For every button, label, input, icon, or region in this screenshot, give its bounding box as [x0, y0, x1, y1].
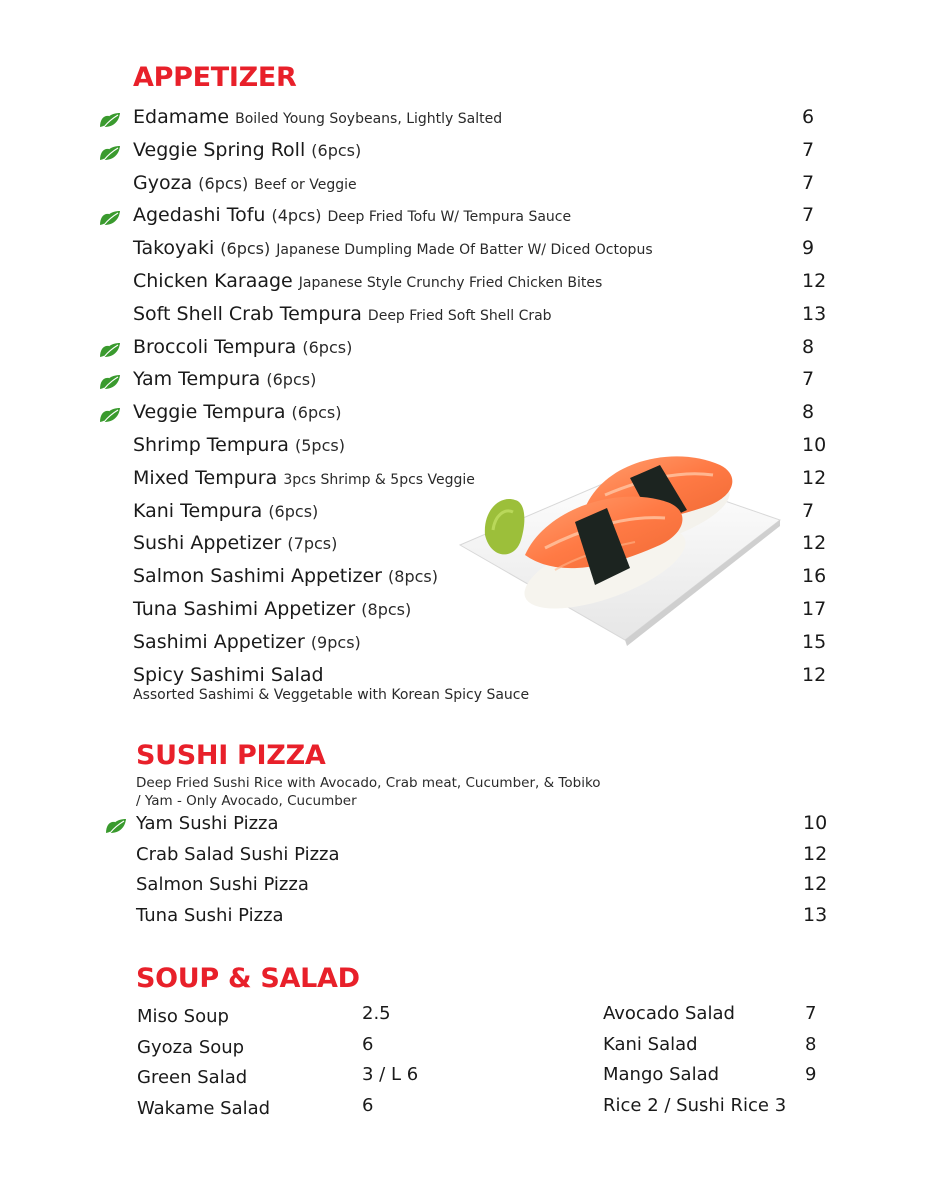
menu-item	[0, 1094, 927, 1122]
item-name: Salmon Sashimi Appetizer	[133, 565, 382, 588]
item-name: Veggie Spring Roll	[133, 138, 306, 161]
item-price: 8	[802, 401, 815, 424]
item-name: Kani Tempura	[133, 499, 263, 522]
item-name-line	[133, 565, 438, 587]
menu-item	[0, 399, 927, 427]
menu-item	[0, 104, 927, 132]
item-name: Takoyaki	[133, 237, 215, 260]
item-name: Tuna Sushi Pizza	[136, 904, 284, 926]
item-name-line	[133, 139, 361, 161]
item-name-line	[133, 664, 324, 686]
item-description: Deep Fried Soft Shell Crab	[367, 307, 552, 324]
leaf-icon	[98, 341, 122, 359]
item-description: Deep Fried Tofu W/ Tempura Sauce	[327, 209, 572, 226]
item-name-line	[133, 270, 602, 292]
item-name: Tuna Sashimi Appetizer	[133, 598, 356, 620]
item-price: 16	[802, 565, 827, 588]
leaf-icon	[98, 144, 122, 162]
item-name: Crab Salad Sushi Pizza	[136, 843, 340, 865]
item-quantity: (6pcs)	[268, 501, 319, 521]
item-price: 7	[802, 138, 815, 161]
item-price: 3 / L 6	[362, 1064, 419, 1085]
soup-salad-title: SOUP & SALAD	[136, 963, 360, 994]
item-name-line	[133, 434, 345, 456]
item-name: Veggie Tempura	[133, 401, 286, 424]
item-name: Kani Salad	[603, 1033, 698, 1055]
item-name-line	[133, 467, 475, 489]
item-name: Agedashi Tofu	[133, 204, 266, 227]
sushi-plate-illustration	[455, 440, 785, 650]
sushi-pizza-title: SUSHI PIZZA	[136, 740, 326, 771]
item-name: Wakame Salad	[137, 1097, 271, 1119]
appetizer-title: APPETIZER	[133, 62, 297, 93]
item-name-line	[133, 532, 337, 554]
item-name-line	[133, 368, 316, 390]
leaf-icon	[98, 373, 122, 391]
item-name: Rice 2 / Sushi Rice 3	[603, 1094, 787, 1116]
item-price: 13	[803, 903, 828, 926]
item-name-line	[133, 204, 571, 226]
menu-item	[0, 301, 927, 329]
item-name: Mango Salad	[603, 1064, 720, 1085]
item-name-line	[133, 500, 318, 522]
menu-item	[0, 812, 927, 840]
item-description: Boiled Young Soybeans, Lightly Salted	[235, 111, 503, 127]
item-name: Broccoli Tempura	[133, 335, 297, 358]
item-name: Mixed Tempura	[133, 466, 278, 489]
item-price: 2.5	[362, 1003, 391, 1024]
item-description: Beef or Veggie	[254, 176, 357, 193]
item-name: Gyoza Soup	[137, 1036, 245, 1058]
sushi-pizza-description: Deep Fried Sushi Rice with Avocado, Crab meat, Cucumber, & Tobiko	[136, 775, 601, 791]
item-quantity: (6pcs)	[291, 403, 342, 423]
item-quantity: (6pcs)	[266, 370, 317, 390]
item-price: 7	[802, 499, 815, 522]
item-name-line	[133, 106, 502, 128]
item-name: Avocado Salad	[603, 1003, 735, 1024]
item-price: 12	[803, 873, 828, 895]
item-quantity: (7pcs)	[287, 534, 338, 554]
item-name: Gyoza	[133, 171, 193, 194]
item-name-line	[133, 172, 357, 194]
item-quantity: (6pcs)	[198, 173, 249, 193]
menu-item	[0, 1002, 927, 1030]
item-price: 9	[802, 237, 815, 260]
item-price: 12	[802, 270, 827, 292]
item-quantity: (6pcs)	[220, 239, 271, 259]
item-price: 7	[802, 204, 815, 227]
item-price: 15	[802, 630, 827, 653]
item-name-line	[133, 303, 552, 325]
item-name: Edamame	[133, 106, 230, 128]
leaf-icon	[98, 111, 122, 129]
item-name: Shrimp Tempura	[133, 434, 289, 456]
menu-item	[0, 202, 927, 230]
menu-item	[0, 137, 927, 165]
item-price: 17	[802, 598, 827, 620]
item-name-line	[133, 631, 361, 653]
menu-item	[0, 334, 927, 362]
item-quantity: (5pcs)	[294, 436, 345, 455]
item-name-line	[133, 336, 352, 358]
leaf-icon	[104, 817, 128, 835]
item-name: Soft Shell Crab Tempura	[133, 302, 362, 325]
item-name: Spicy Sashimi Salad	[133, 663, 324, 686]
item-price: 12	[802, 466, 827, 489]
item-price: 6	[802, 106, 815, 128]
item-description: Assorted Sashimi & Veggetable with Korean Spicy Sauce	[133, 686, 530, 703]
item-price: 13	[802, 302, 827, 325]
item-name: Sushi Appetizer	[133, 532, 282, 555]
item-name: Yam Tempura	[133, 368, 261, 391]
item-quantity: (6pcs)	[302, 337, 353, 357]
item-price: 7	[802, 171, 815, 194]
menu-item	[0, 235, 927, 263]
menu-item	[0, 1063, 927, 1091]
item-quantity: (8pcs)	[388, 567, 438, 587]
item-quantity: (4pcs)	[271, 206, 322, 226]
item-price: 12	[802, 663, 827, 686]
item-name: Green Salad	[137, 1067, 248, 1088]
item-price: 8	[805, 1033, 817, 1055]
menu-item	[0, 904, 927, 932]
item-name: Chicken Karaage	[133, 270, 293, 292]
item-name-line	[133, 401, 341, 423]
menu-item	[0, 1033, 927, 1061]
menu-item	[0, 843, 927, 871]
leaf-icon	[98, 209, 122, 227]
item-price: 12	[802, 532, 827, 555]
item-price: 6	[362, 1094, 374, 1116]
sushi-pizza-description-note: / Yam - Only Avocado, Cucumber	[136, 793, 357, 809]
menu-item	[0, 873, 927, 901]
item-quantity: (8pcs)	[361, 600, 412, 619]
item-price: 7	[802, 368, 815, 391]
item-price: 10	[803, 812, 828, 834]
item-price: 10	[802, 434, 827, 456]
item-name-line	[133, 237, 653, 259]
menu-item	[0, 170, 927, 198]
item-quantity: (9pcs)	[310, 632, 361, 652]
menu-item	[0, 662, 927, 703]
item-name: Miso Soup	[137, 1006, 229, 1027]
item-name: Sashimi Appetizer	[133, 630, 305, 653]
item-price: 9	[805, 1064, 817, 1085]
item-price: 7	[805, 1003, 817, 1024]
item-name: Yam Sushi Pizza	[136, 813, 279, 834]
menu-item	[0, 268, 927, 296]
item-name-line	[133, 598, 411, 620]
item-description: 3pcs Shrimp & 5pcs Veggie	[283, 471, 475, 488]
item-price: 8	[802, 335, 815, 358]
leaf-icon	[98, 406, 122, 424]
item-price: 6	[362, 1033, 374, 1055]
item-description: Japanese Style Crunchy Fried Chicken Bites	[298, 275, 603, 291]
item-quantity: (6pcs)	[311, 140, 362, 160]
item-price: 12	[803, 842, 828, 865]
item-name: Salmon Sushi Pizza	[136, 874, 309, 895]
menu-item	[0, 366, 927, 394]
item-description: Japanese Dumpling Made Of Batter W/ Diced Octopus	[276, 242, 653, 259]
